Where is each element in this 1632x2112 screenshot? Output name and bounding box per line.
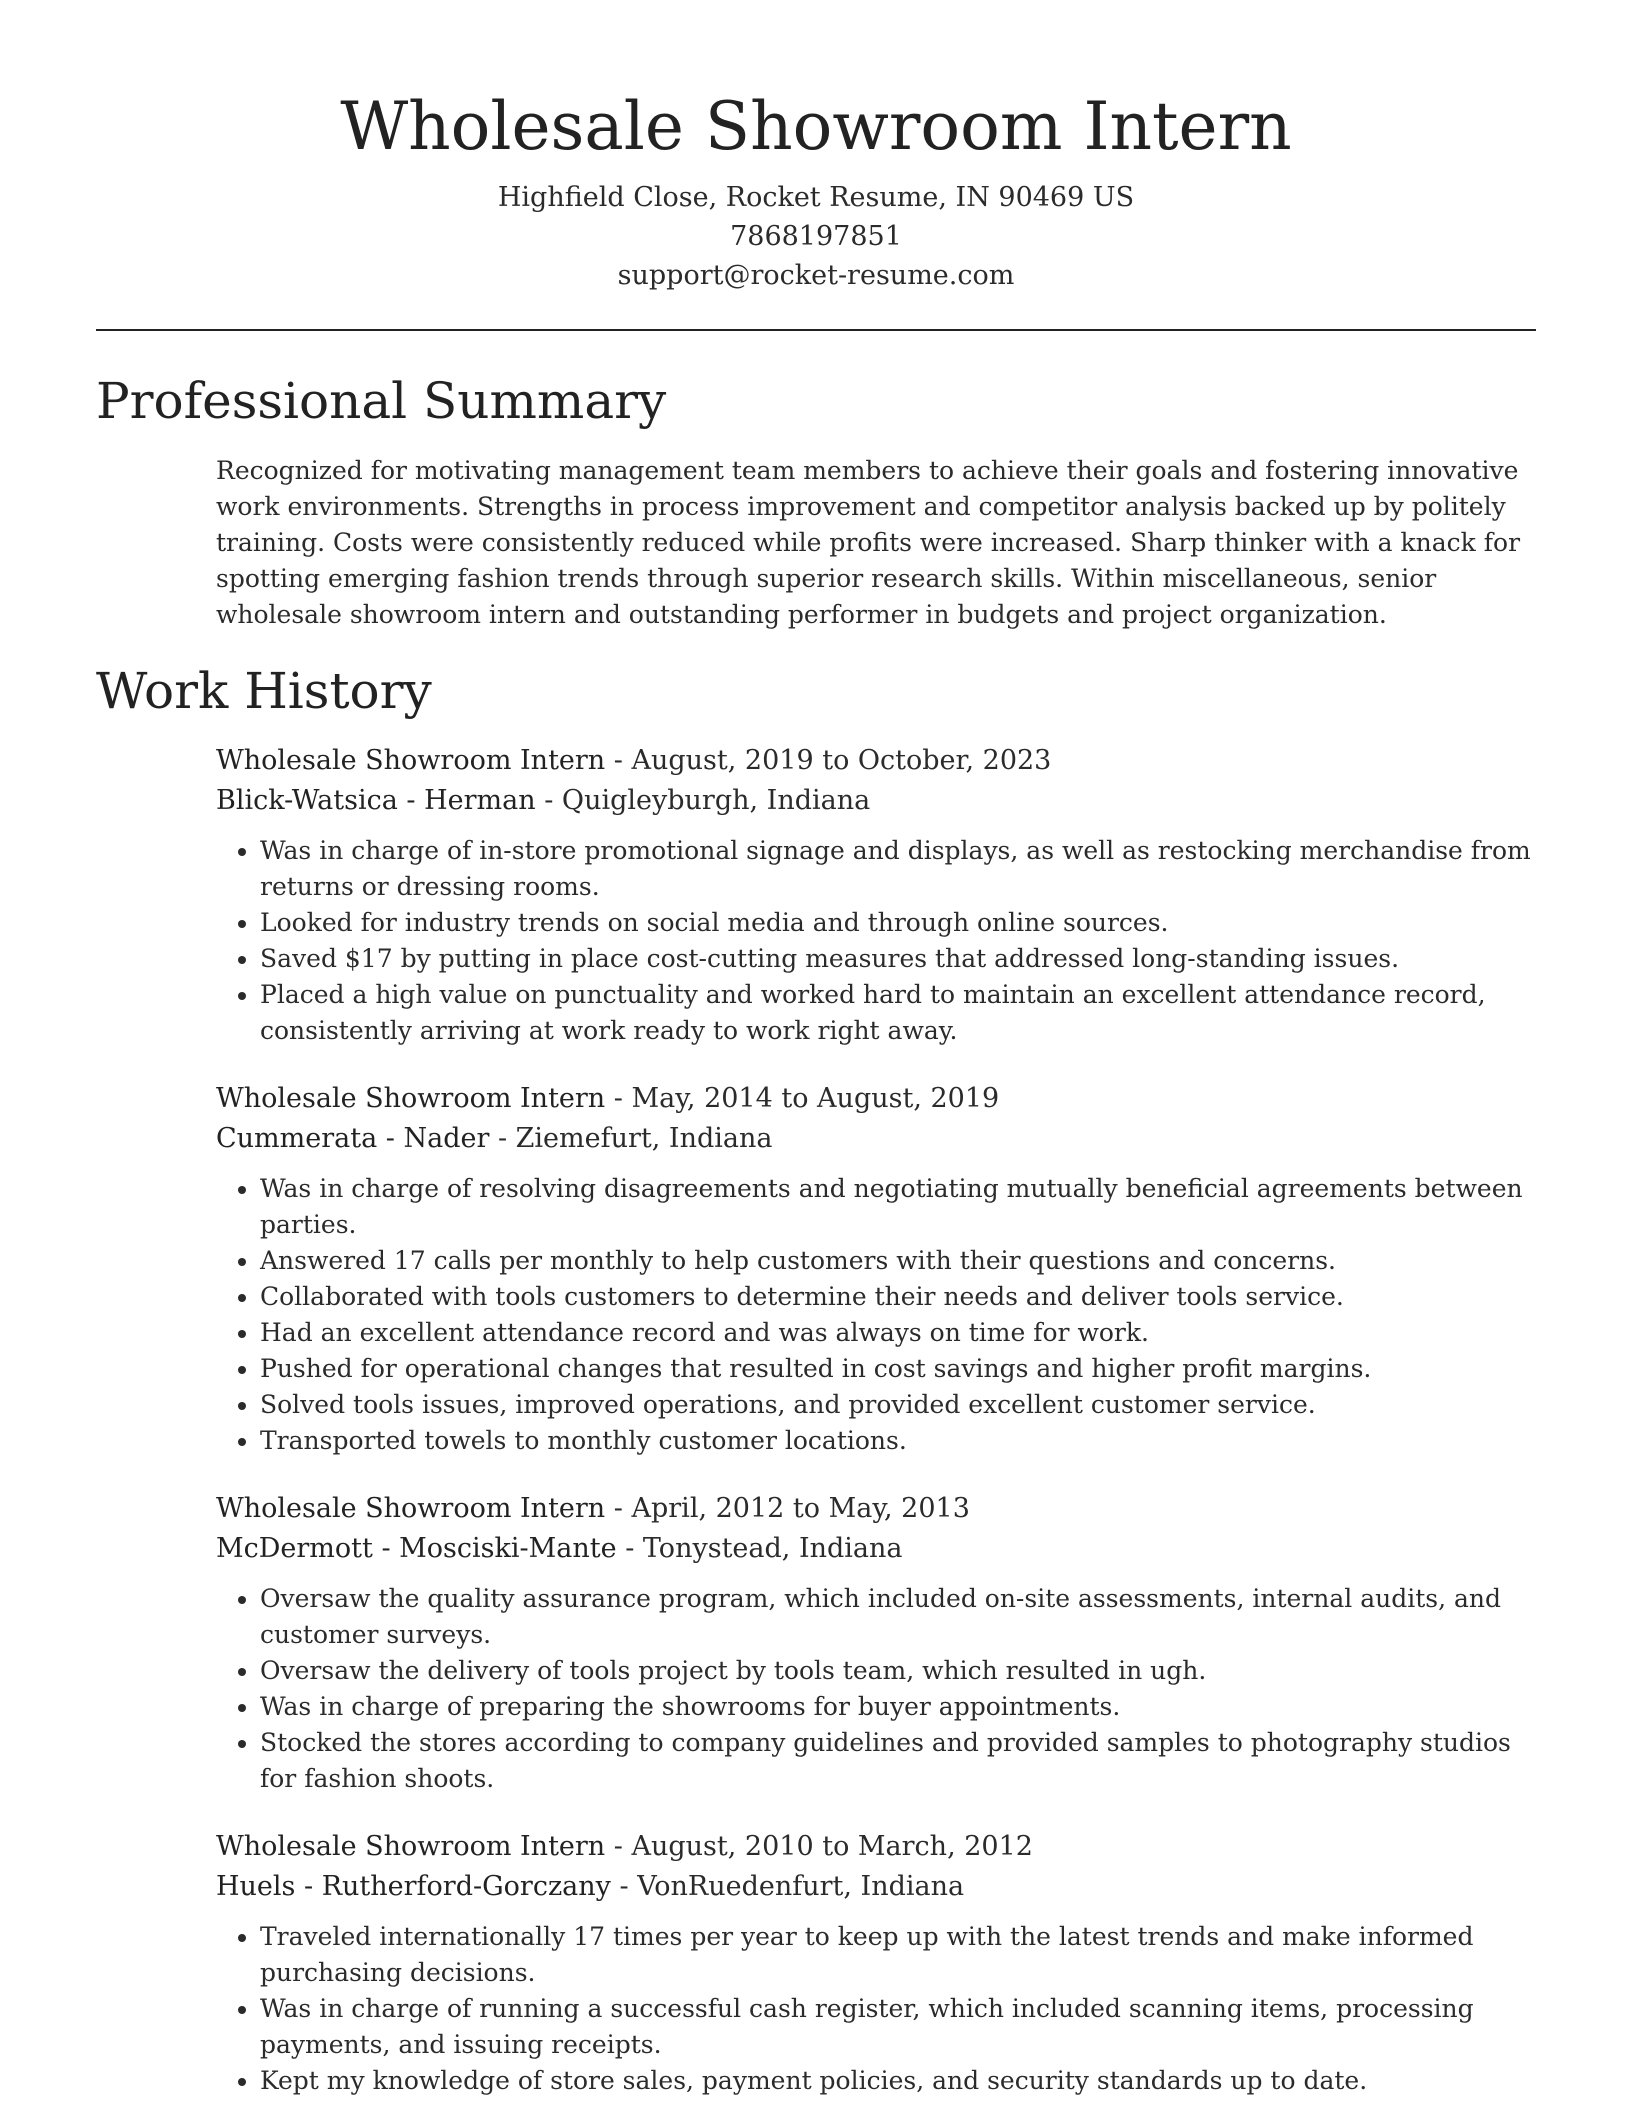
job-title: Wholesale Showroom Intern bbox=[216, 745, 606, 776]
job-location: - Tonystead, Indiana bbox=[616, 1533, 903, 1564]
job-bullets bbox=[216, 833, 1536, 1049]
job-bullet: • Was in charge of running a successful cash register, which included scanning items, processing payments, and issuing receipts. bbox=[260, 1991, 1536, 2063]
job-title: Wholesale Showroom Intern bbox=[216, 1083, 606, 1114]
job-bullet: • Saved $17 by putting in place cost-cutting measures that addressed long-standing issues. bbox=[260, 941, 1536, 977]
job-company-line bbox=[216, 1867, 1536, 1907]
job-bullet: • Kept my knowledge of store sales, payment policies, and security standards up to date. bbox=[260, 2063, 1536, 2099]
job-bullets bbox=[216, 1919, 1536, 2099]
job-location: - VonRuedenfurt, Indiana bbox=[610, 1871, 965, 1902]
job-bullets bbox=[216, 1171, 1536, 1459]
job-title: Wholesale Showroom Intern bbox=[216, 1493, 606, 1524]
job-dates: - August, 2019 to October, 2023 bbox=[605, 745, 1052, 776]
job-title-line bbox=[216, 1489, 1536, 1529]
contact-info bbox=[0, 178, 1632, 295]
job-bullets bbox=[216, 1581, 1536, 1797]
job-bullet: • Pushed for operational changes that resulted in cost savings and higher profit margins. bbox=[260, 1351, 1536, 1387]
job-company: Cummerata - Nader bbox=[216, 1123, 490, 1154]
job-bullet: • Traveled internationally 17 times per year to keep up with the latest trends and make informed purchasing decisions. bbox=[260, 1919, 1536, 1991]
summary-section bbox=[96, 369, 1536, 633]
job-bullet: • Oversaw the delivery of tools project by tools team, which resulted in ugh. bbox=[260, 1653, 1536, 1689]
work-history-section bbox=[96, 659, 1536, 2099]
header-divider bbox=[96, 329, 1536, 331]
job-bullet: • Was in charge of resolving disagreements and negotiating mutually beneficial agreements between parties. bbox=[260, 1171, 1536, 1243]
job-dates: - April, 2012 to May, 2013 bbox=[605, 1493, 970, 1524]
phone: 7868197851 bbox=[730, 221, 902, 252]
job-title-line bbox=[216, 1827, 1536, 1867]
summary-heading: Professional Summary bbox=[96, 372, 667, 430]
candidate-name: Wholesale Showroom Intern bbox=[340, 88, 1292, 165]
job-company-line bbox=[216, 781, 1536, 821]
job-bullet: • Oversaw the quality assurance program, which included on-site assessments, internal audits, and customer surveys. bbox=[260, 1581, 1536, 1653]
job-title-line bbox=[216, 741, 1536, 781]
job-location: - Quigleyburgh, Indiana bbox=[535, 785, 871, 816]
job-company: Huels - Rutherford-Gorczany bbox=[216, 1871, 611, 1902]
job-company: McDermott - Mosciski-Mante bbox=[216, 1533, 617, 1564]
job-company-line bbox=[216, 1529, 1536, 1569]
job-bullet: • Placed a high value on punctuality and worked hard to maintain an excellent attendance record, consistently arriving at work ready to work right away. bbox=[260, 977, 1536, 1049]
work-history-heading: Work History bbox=[96, 662, 432, 720]
job-bullet: • Answered 17 calls per monthly to help customers with their questions and concerns. bbox=[260, 1243, 1536, 1279]
job-dates: - August, 2010 to March, 2012 bbox=[605, 1831, 1033, 1862]
job-entry bbox=[216, 741, 1536, 1049]
job-bullet: • Stocked the stores according to company guidelines and provided samples to photography studios for fashion shoots. bbox=[260, 1725, 1536, 1797]
job-bullet: • Collaborated with tools customers to determine their needs and deliver tools service. bbox=[260, 1279, 1536, 1315]
summary-text: Recognized for motivating management team members to achieve their goals and fostering innovative work environments. Strengths in process improvement and competitor analysis backed up by politely training. Costs were consistently reduced while profits were increased. Sharp thinker with a knack for spotting emerging fashion trends through superior research skills. Within miscellaneous, senior wholesale showroom intern and outstanding performer in budgets and project organization. bbox=[216, 456, 1521, 629]
job-bullet: • Transported towels to monthly customer locations. bbox=[260, 1423, 1536, 1459]
job-title: Wholesale Showroom Intern bbox=[216, 1831, 606, 1862]
job-entry bbox=[216, 1079, 1536, 1459]
job-bullet: • Had an excellent attendance record and was always on time for work. bbox=[260, 1315, 1536, 1351]
job-bullet: • Solved tools issues, improved operations, and provided excellent customer service. bbox=[260, 1387, 1536, 1423]
job-company-line bbox=[216, 1119, 1536, 1159]
job-company: Blick-Watsica - Herman bbox=[216, 785, 536, 816]
job-bullet: • Looked for industry trends on social media and through online sources. bbox=[260, 905, 1536, 941]
job-bullet: • Was in charge of preparing the showrooms for buyer appointments. bbox=[260, 1689, 1536, 1725]
resume-header bbox=[0, 0, 1632, 295]
job-entry bbox=[216, 1489, 1536, 1797]
job-dates: - May, 2014 to August, 2019 bbox=[605, 1083, 1000, 1114]
job-bullet: • Was in charge of in-store promotional signage and displays, as well as restocking merchandise from returns or dressing rooms. bbox=[260, 833, 1536, 905]
job-title-line bbox=[216, 1079, 1536, 1119]
job-entry bbox=[216, 1827, 1536, 2099]
email: support@rocket-resume.com bbox=[617, 260, 1015, 291]
address: Highfield Close, Rocket Resume, IN 90469 US bbox=[497, 182, 1135, 213]
job-location: - Ziemefurt, Indiana bbox=[489, 1123, 773, 1154]
